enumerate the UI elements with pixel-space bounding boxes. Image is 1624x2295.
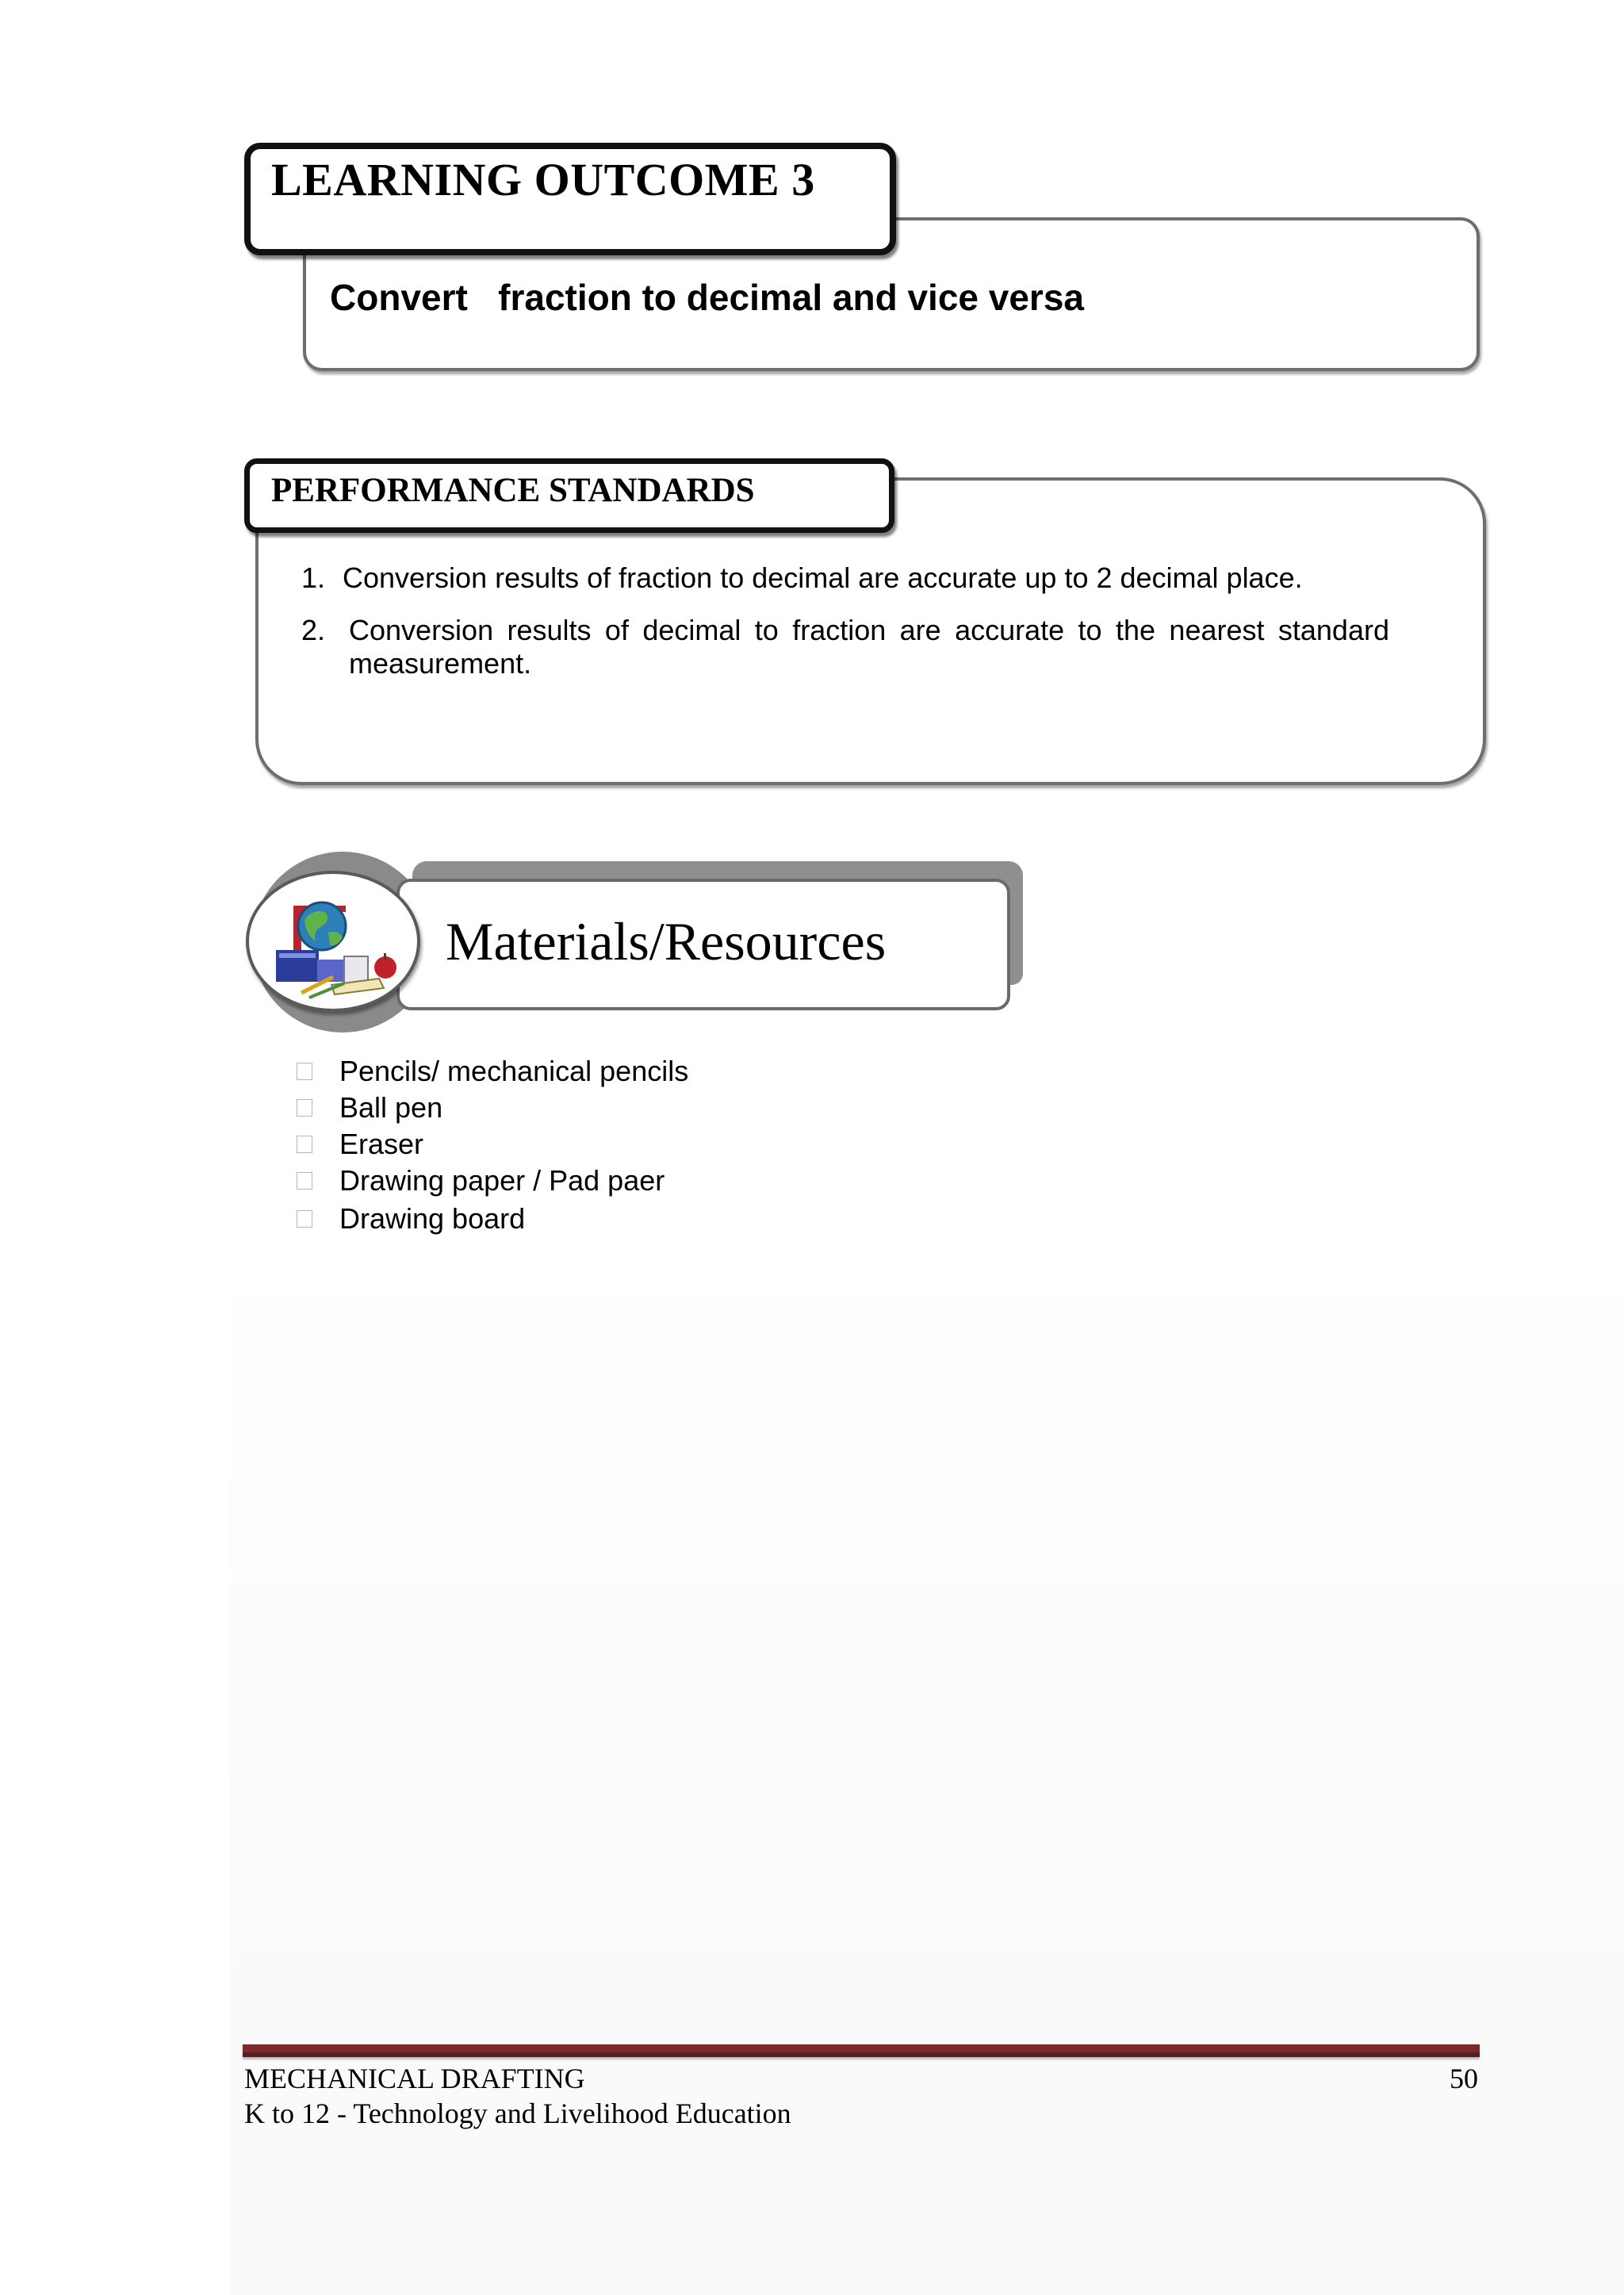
item-text-line-1: Conversion results of decimal to fraction are accurate to the nearest standard	[349, 614, 1389, 646]
list-item-label: Eraser	[339, 1128, 424, 1160]
item-number: 2.	[301, 614, 326, 646]
globe-and-books-icon	[246, 871, 420, 1012]
materials-title: Materials/Resources	[446, 911, 887, 971]
item-text	[349, 614, 1389, 680]
footer-rule	[243, 2044, 1480, 2057]
footer-program-title: K to 12 - Technology and Livelihood Education	[244, 2098, 791, 2129]
page-background	[230, 1237, 1624, 2295]
learning-outcome-subtitle: Convert fraction to decimal and vice versa	[330, 277, 1084, 318]
globe-and-books-icon-art	[249, 874, 417, 1009]
footer-course-title: MECHANICAL DRAFTING	[244, 2063, 585, 2094]
checkbox-icon	[297, 1172, 312, 1190]
checkbox-icon	[297, 1210, 312, 1228]
performance-standards-title: PERFORMANCE STANDARDS	[271, 472, 755, 509]
checkbox-icon	[297, 1099, 312, 1117]
checkbox-icon	[297, 1063, 312, 1080]
list-item-label: Drawing paper / Pad paer	[339, 1164, 665, 1197]
item-text: Conversion results of fraction to decimal are accurate up to 2 decimal place.	[343, 561, 1303, 594]
item-text-line-2: measurement.	[349, 647, 532, 680]
learning-outcome-title: LEARNING OUTCOME 3	[271, 154, 815, 205]
checkbox-icon	[297, 1136, 312, 1153]
item-number: 1.	[301, 561, 326, 594]
list-item-label: Pencils/ mechanical pencils	[339, 1055, 689, 1087]
list-item-label: Drawing board	[339, 1202, 526, 1235]
performance-standard-item	[301, 614, 1411, 685]
performance-standard-item	[301, 561, 1411, 595]
list-item-label: Ball pen	[339, 1091, 443, 1124]
page-number: 50	[1450, 2063, 1478, 2094]
